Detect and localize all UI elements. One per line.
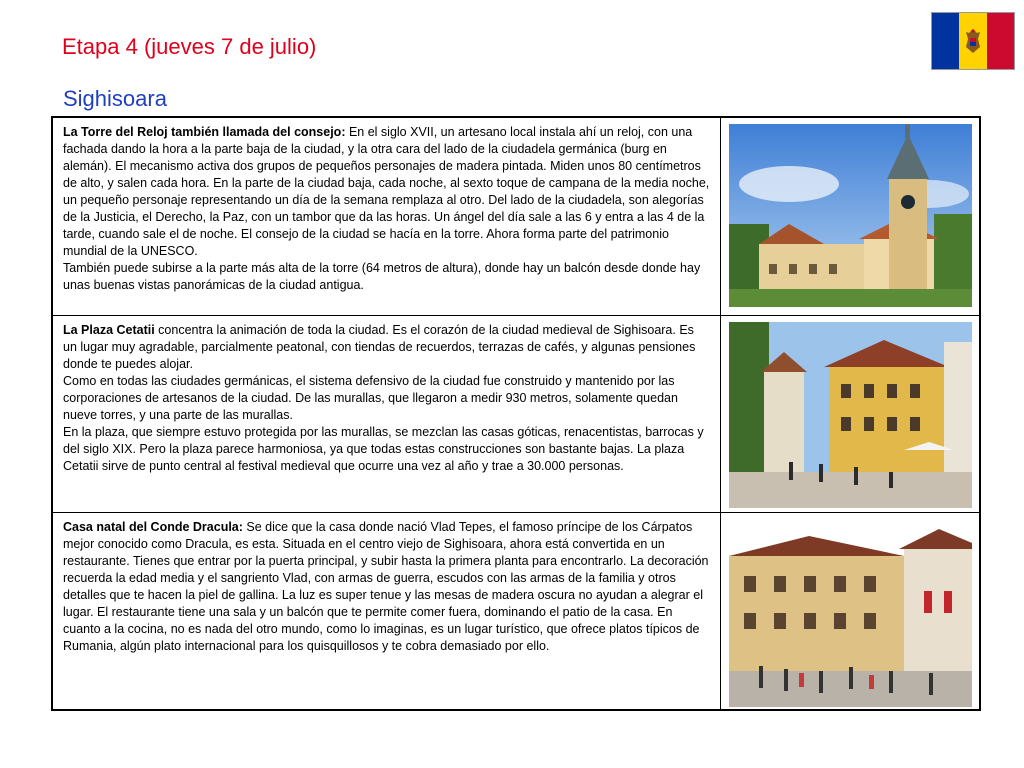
- flag-yellow-band: [959, 13, 986, 69]
- moldova-flag-icon: [931, 12, 1015, 70]
- dracula-house-photo: [729, 521, 972, 707]
- table-row-clock-tower: [53, 118, 979, 316]
- plaza-image-cell: [721, 316, 979, 512]
- page-title: Etapa 4 (jueves 7 de julio): [62, 34, 317, 59]
- plaza-heading: La Plaza Cetatii: [63, 323, 155, 337]
- plaza-extra: Como en todas las ciudades germánicas, el sistema defensivo de la ciudad fue construido y mantenido por las corporaciones de artesanos de la ciudad. De las murallas, que llegaron a medir 930 metros, solamente quedan nueve torres, y una parte de las murallas.: [63, 374, 678, 422]
- plaza-text-cell: [53, 316, 721, 512]
- plaza-description: [63, 322, 710, 373]
- clock-tower-image-cell: [721, 118, 979, 315]
- clock-tower-heading: La Torre del Reloj también llamada del consejo:: [63, 125, 346, 139]
- clock-tower-text-cell: [53, 118, 721, 315]
- dracula-heading: Casa natal del Conde Dracula:: [63, 520, 243, 534]
- plaza-photo: [729, 322, 972, 508]
- coat-of-arms-icon: [963, 27, 983, 55]
- dracula-image-cell: [721, 513, 979, 709]
- dracula-body: Se dice que la casa donde nació Vlad Tepes, el famoso príncipe de los Cárpatos mejor conocido como Dracula, es esta. Situada en el centro viejo de Sighisoara, ahora está convertida en un restaurante. Tienes que entrar por la puerta principal, y subir hasta la primera planta para encontrarlo. La decoración recuerda la edad media y el sangriento Vlad, con armas de guerra, escudos con las armas de la familia y otros detalles que te hacen la piel de gallina. La luz es super tenue y las mesas de madera oscura no ayudan a alegrar el lugar. El restaurante tiene una sala y un balcón que te permite comer fuera, dominando el patio de la casa. En cuanto a la cocina, no es nada del otro mundo, como lo imaginas, es un lugar turístico, que ofrece platos típicos de Rumania, algún plato internacional para los quisquillosos y te cobra demasiado por ello.: [63, 520, 709, 653]
- flag-blue-band: [932, 13, 959, 69]
- dracula-description: [63, 519, 710, 655]
- page-subtitle: Sighisoara: [63, 86, 167, 111]
- plaza-extra-2: En la plaza, que siempre estuvo protegida por las murallas, se mezclan las casas góticas, renacentistas, barrocas y del siglo XIX. Pero la plaza parece harmoniosa, ya que todas estas construcciones son bastante bajas. La plaza Cetatii sirve de punto central al festival medieval que ocurre una vez al año y trae a 30.000 personas.: [63, 425, 704, 473]
- clock-tower-photo: [729, 124, 972, 307]
- clock-tower-description: [63, 124, 710, 260]
- flag-red-band: [987, 13, 1014, 69]
- content-table: [51, 116, 981, 711]
- dracula-text-cell: [53, 513, 721, 709]
- clock-tower-extra: También puede subirse a la parte más alta de la torre (64 metros de altura), donde hay un balcón desde donde hay unas buenas vistas panorámicas de la ciudad antigua.: [63, 261, 701, 292]
- table-row-plaza-cetatii: [53, 316, 979, 513]
- table-row-dracula-house: [53, 513, 979, 709]
- clock-tower-body: En el siglo XVII, un artesano local instala ahí un reloj, con una fachada dando la hora a la parte baja de la ciudad, y la otra cara del lado de la ciudadela germánica (burg en alemán). El mecanismo activa dos grupos de pequeños personajes de madera pintada. Miden unos 80 centímetros de alto, y salen cada hora. En la parte de la ciudad baja, cada noche, al sexto toque de campana de la media noche, un pequeño personaje representando un día de la semana remplaza al otro. Del lado de la ciudadela, son alegorías de la Justicia, el Derecho, la Paz, con un tambor que da las horas. Un ángel del día sale a las 6 y entra a las 4 de la tarde, cuando sale el de noche. El consejo de la ciudad se hacía en la torre. Ahora forma parte del patrimonio mundial de la UNESCO.: [63, 125, 710, 258]
- plaza-body: concentra la animación de toda la ciudad. Es el corazón de la ciudad medieval de Sighisoara. Es un lugar muy agradable, parcialmente peatonal, con tiendas de recuerdos, terrazas de cafés, y algunas pensiones donde te puedes alojar.: [63, 323, 696, 371]
